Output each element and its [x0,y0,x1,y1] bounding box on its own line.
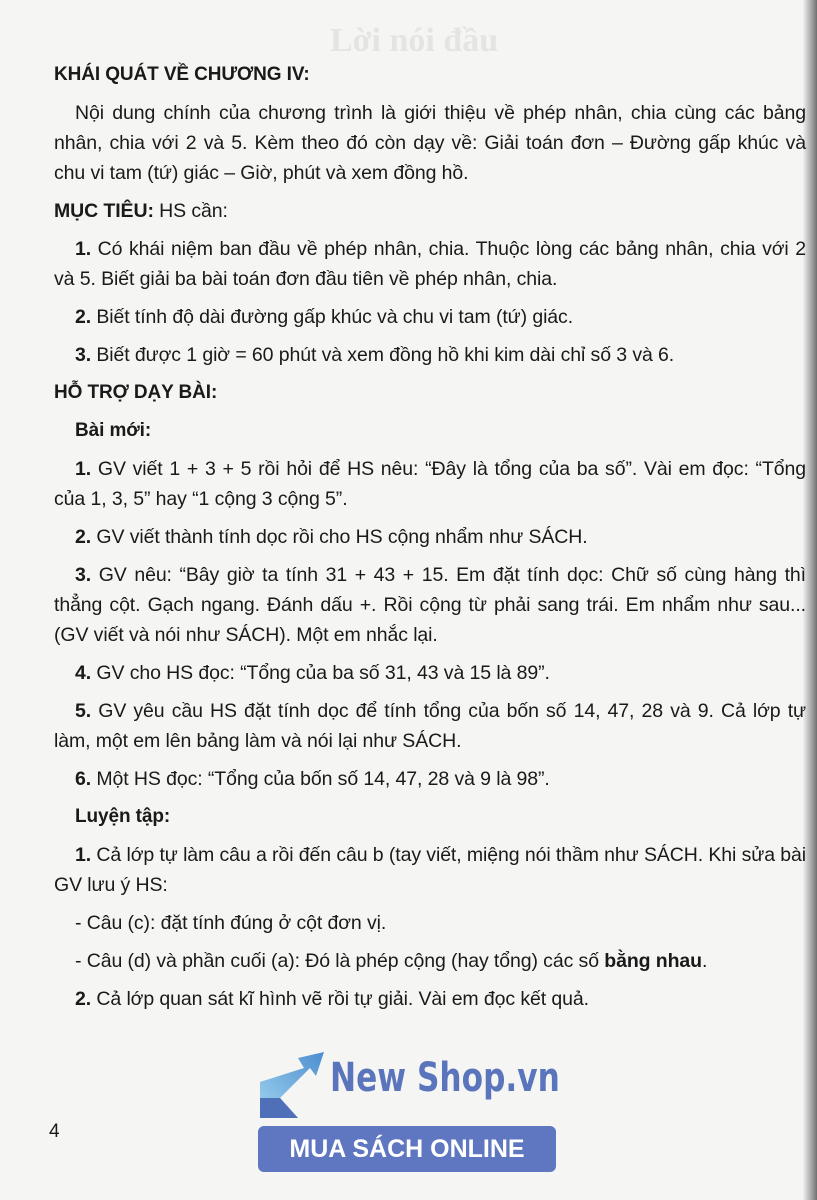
practice-item [54,984,806,1014]
item-number: 5. [75,700,92,722]
bleed-through-title: Lời nói đầu [330,22,499,59]
note-bold: bằng nhau [604,950,702,972]
brand-name: New Shop.vn [330,1055,560,1101]
newshop-watermark [258,1046,558,1172]
item-number: 4. [75,662,92,684]
item-number: 2. [75,306,92,328]
item-number: 6. [75,768,92,790]
practice-item [54,840,806,900]
chapter-heading: KHÁI QUÁT VỀ CHƯƠNG IV: [54,64,310,85]
item-text: Có khái niệm ban đầu về phép nhân, chia. Thuộc lòng các bảng nhân, chia với 2 và 5. Biết giải ba bài toán đơn đầu tiên về phép nhân, chia. [54,238,806,290]
item-number: 1. [75,844,92,866]
item-text: GV cho HS đọc: “Tổng của ba số 31, 43 và 15 là 89”. [91,662,550,684]
goals-heading-label: MỤC TIÊU: [54,200,154,222]
overview-paragraph: Nội dung chính của chương trình là giới thiệu về phép nhân, chia cùng các bảng nhân, chia với 2 và 5. Kèm theo đó còn dạy về: Giải toán đơn – Đường gấp khúc và chu vi tam (tứ) giác – Giờ, phút và xem đồng hồ. [54,102,806,184]
goals-heading-rest: HS cần: [153,200,228,222]
support-heading: HỖ TRỢ DẠY BÀI: [54,382,218,403]
new-lesson-heading: Bài mới: [75,420,152,441]
practice-note [54,946,806,976]
goal-item [54,234,806,294]
item-number: 1. [75,238,92,260]
lesson-item [54,560,806,650]
item-number: 1. [75,458,92,480]
goals-heading [54,196,806,226]
item-text: GV nêu: “Bây giờ ta tính 31 + 43 + 15. Em đặt tính dọc: Chữ số cùng hàng thì thẳng cột. Gạch ngang. Đánh dấu +. Rồi cộng từ phải sang trái. Em nhẩm như sau... (GV viết và nói như SÁCH). Một em nhắc lại. [54,564,806,646]
practice-heading: Luyện tập: [75,806,171,827]
note-text: - Câu (d) và phần cuối (a): Đó là phép cộng (hay tổng) các số [75,950,605,972]
note-end: . [701,950,708,972]
item-number: 2. [75,988,92,1010]
brand-tagline: MUA SÁCH ONLINE [258,1126,556,1172]
item-number: 2. [75,526,92,548]
item-number: 3. [75,564,92,586]
item-text: Biết tính độ dài đường gấp khúc và chu vi tam (tứ) giác. [91,306,574,328]
item-text: Cả lớp quan sát kĩ hình vẽ rồi tự giải. Vài em đọc kết quả. [91,988,589,1010]
lesson-item [54,522,806,552]
lesson-item [54,454,806,514]
item-text: Biết được 1 giờ = 60 phút và xem đồng hồ khi kim dài chỉ số 3 và 6. [91,344,675,366]
arrow-logo-icon [258,1046,330,1122]
goal-item [54,340,806,370]
item-text: GV viết 1 + 3 + 5 rồi hỏi để HS nêu: “Đây là tổng của ba số”. Vài em đọc: “Tổng của 1, 3, 5” hay “1 cộng 3 cộng 5”. [54,458,806,510]
practice-note: - Câu (c): đặt tính đúng ở cột đơn vị. [75,912,387,934]
item-text: GV viết thành tính dọc rồi cho HS cộng nhẩm như SÁCH. [91,526,588,548]
item-text: Cả lớp tự làm câu a rồi đến câu b (tay viết, miệng nói thầm như SÁCH. Khi sửa bài GV lưu ý HS: [54,844,806,896]
lesson-item [54,696,806,756]
item-number: 3. [75,344,92,366]
goal-item [54,302,806,332]
item-text: GV yêu cầu HS đặt tính dọc để tính tổng của bốn số 14, 47, 28 và 9. Cả lớp tự làm, một em lên bảng làm và nói lại như SÁCH. [54,700,806,752]
page-body [54,60,806,1022]
page-number: 4 [49,1121,60,1142]
lesson-item [54,764,806,794]
lesson-item [54,658,806,688]
item-text: Một HS đọc: “Tổng của bốn số 14, 47, 28 và 9 là 98”. [91,768,550,790]
